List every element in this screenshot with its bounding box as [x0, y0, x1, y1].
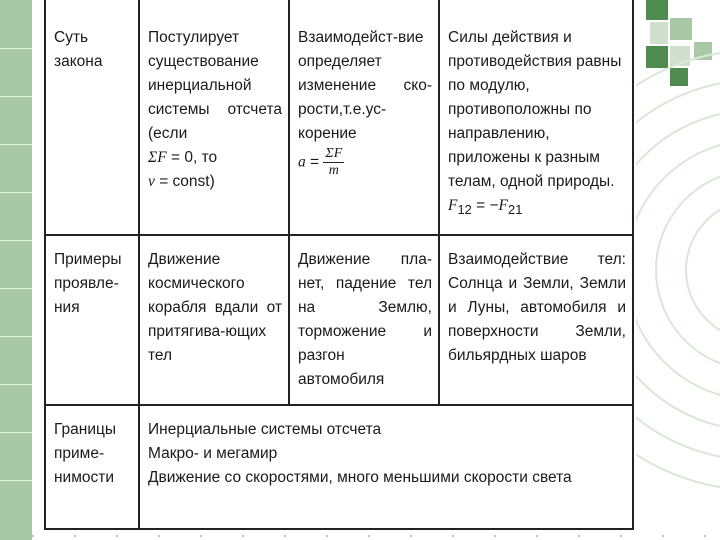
limits-line-1: Инерциальные системы отсчета [148, 421, 382, 438]
law1-formula-velocity [148, 170, 282, 194]
bottom-dotted-line [32, 532, 720, 540]
law2-text: Взаимодейст-вие определяет изменение ско-рости,т.е.ус-корение [298, 29, 432, 142]
force-12-symbol: F [448, 197, 458, 214]
label-line-1: Суть [54, 29, 89, 46]
law1-formula-sum [148, 146, 282, 170]
law1-examples: Движение космического корабля вдали от притягива-ющих тел [138, 236, 288, 404]
law3-formula [448, 197, 523, 218]
sum-force-symbol: ΣF [148, 149, 167, 166]
acceleration-symbol: a [298, 153, 306, 171]
left-decorative-strip [0, 0, 32, 540]
velocity-symbol: v [148, 173, 155, 190]
force-12-subscript: 12 [457, 202, 472, 218]
velocity-const-text: = const) [154, 173, 215, 190]
law3-essence [438, 0, 632, 234]
force-mass-fraction [323, 146, 344, 179]
row-label-examples: Примеры проявле-ния [54, 251, 122, 316]
law1-essence [138, 0, 288, 234]
fraction-denominator: m [328, 163, 339, 178]
newton-laws-table [44, 0, 634, 530]
table-row-essence [46, 0, 632, 236]
table-row-limits [46, 406, 632, 528]
force-21-subscript: 21 [508, 202, 523, 218]
limits-line-2: Макро- и мегамир [148, 445, 278, 462]
limits-line-3: Движение со скоростями, много меньшими скорости света [148, 469, 572, 486]
law2-essence [288, 0, 438, 234]
law1-text: Постулирует существование инерциальной системы отсчета (если [148, 29, 282, 142]
limits-text [138, 406, 632, 528]
sum-zero-text: = 0, то [166, 149, 218, 166]
law2-examples: Движение пла-нет, падение тел на Землю, торможение и разгон автомобиля [288, 236, 438, 404]
force-21-symbol: F [498, 197, 509, 214]
row-label-essence [46, 0, 138, 234]
law2-formula: a = $\frac{\Sigma F}{m}$ [298, 146, 343, 178]
row-label-limits: Границы приме-нимости [54, 421, 116, 486]
equals-minus: = − [471, 197, 499, 214]
table-row-examples [46, 236, 632, 406]
right-decoration [636, 0, 720, 540]
fraction-numerator: ΣF [325, 146, 343, 161]
label-line-2: закона [54, 53, 103, 70]
law3-examples: Взаимодействие тел: Солнца и Земли, Земли и Луны, автомобиля и поверхности Земли, бильярдных шаров [438, 236, 632, 404]
law3-text: Силы действия и противодействия равны по модулю, противоположны по направлению, приложены к разным телам, одной природы. [448, 29, 622, 190]
